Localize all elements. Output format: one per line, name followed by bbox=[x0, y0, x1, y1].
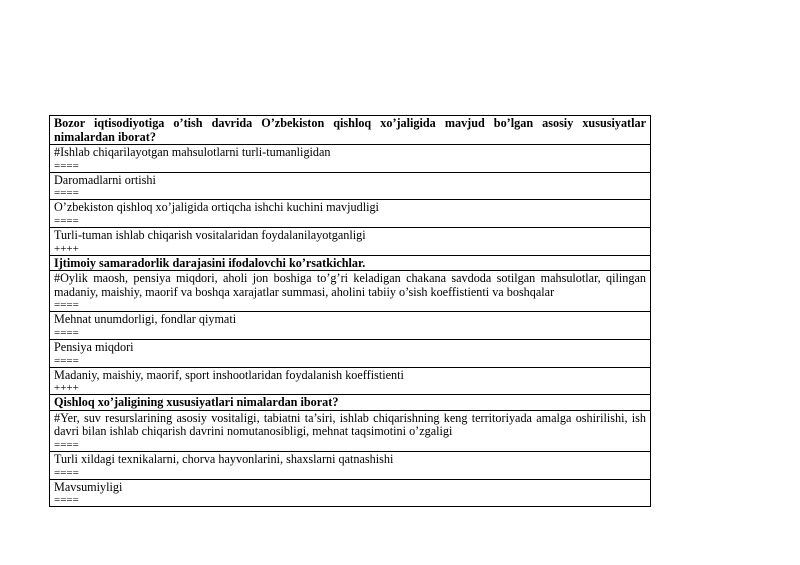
question-text: Qishloq xo’jaligining xususiyatlari nimalardan iborat? bbox=[50, 395, 651, 411]
answer-text: #Yer, suv resurslarining asosiy vositaligi, tabiatni ta’siri, ishlab chiqarishning keng territoriyada amalga oshirilishi, ish davri bilan ishlab chiqarish davrini nomutanosibligi, mehnat taqsimotini o’zgaligi bbox=[54, 410, 646, 439]
answer-row bbox=[50, 172, 651, 200]
question-row bbox=[50, 255, 651, 271]
answer-cell bbox=[50, 312, 651, 340]
question-row bbox=[50, 395, 651, 411]
answer-mark: ==== bbox=[54, 494, 79, 507]
question-table bbox=[49, 115, 651, 507]
answer-text: #Oylik maosh, pensiya miqdori, aholi jon boshiga to’g’ri keladigan chakana savdoda sotilgan mahsulotlar, qilingan madaniy, maishiy, maorif va boshqa xarajatlar summasi, aholini tabiiy o’sish koeffistienti va boshqalar bbox=[54, 271, 646, 299]
answer-cell bbox=[50, 339, 651, 367]
answer-row bbox=[50, 479, 651, 507]
answer-row bbox=[50, 227, 651, 255]
answer-text: #Ishlab chiqarilayotgan mahsulotlarni turli-tumanligidan bbox=[54, 145, 331, 160]
answer-mark: ==== bbox=[54, 354, 79, 367]
answer-text: Mavsumiyligi bbox=[54, 479, 123, 494]
answer-row bbox=[50, 200, 651, 228]
answer-cell bbox=[50, 200, 651, 228]
answer-row bbox=[50, 145, 651, 173]
answer-mark: ==== bbox=[54, 159, 79, 172]
answer-cell bbox=[50, 271, 651, 312]
question-row bbox=[50, 116, 651, 145]
answer-row bbox=[50, 312, 651, 340]
answer-cell bbox=[50, 227, 651, 255]
answer-text: Daromadlarni ortishi bbox=[54, 172, 156, 187]
answer-cell bbox=[50, 145, 651, 173]
answer-text: Pensiya miqdori bbox=[54, 339, 134, 354]
question-text: Bozor iqtisodiyotiga o’tish davrida O’zbekiston qishloq xo’jaligida mavjud bo’lgan asosiy xususiyatlar nimalardan iborat? bbox=[50, 116, 651, 145]
answer-text: Turli xildagi texnikalarni, chorva hayvonlarini, shaxslarni qatnashishi bbox=[54, 451, 394, 466]
answer-mark: ==== bbox=[54, 299, 79, 312]
answer-mark: ==== bbox=[54, 187, 79, 200]
answer-cell bbox=[50, 172, 651, 200]
answer-text: Madaniy, maishiy, maorif, sport inshootlaridan foydalanish koeffistienti bbox=[54, 367, 404, 382]
answer-mark: ==== bbox=[54, 214, 79, 227]
question-text: Ijtimoiy samaradorlik darajasini ifodalovchi ko’rsatkichlar. bbox=[50, 255, 651, 271]
answer-mark: ++++ bbox=[54, 242, 79, 255]
answer-cell bbox=[50, 479, 651, 507]
answer-cell bbox=[50, 410, 651, 451]
answer-mark: ==== bbox=[54, 438, 79, 451]
answer-cell bbox=[50, 451, 651, 479]
answer-mark: ++++ bbox=[54, 382, 79, 395]
answer-text: Turli-tuman ishlab chiqarish vositalaridan foydalanilayotganligi bbox=[54, 227, 366, 242]
answer-row bbox=[50, 339, 651, 367]
answer-row bbox=[50, 410, 651, 451]
answer-mark: ==== bbox=[54, 326, 79, 339]
answer-text: O’zbekiston qishloq xo’jaligida ortiqcha ishchi kuchini mavjudligi bbox=[54, 200, 379, 215]
answer-text: Mehnat unumdorligi, fondlar qiymati bbox=[54, 312, 237, 327]
answer-row bbox=[50, 451, 651, 479]
answer-row bbox=[50, 271, 651, 312]
answer-cell bbox=[50, 367, 651, 395]
answer-row bbox=[50, 367, 651, 395]
answer-mark: ==== bbox=[54, 466, 79, 479]
